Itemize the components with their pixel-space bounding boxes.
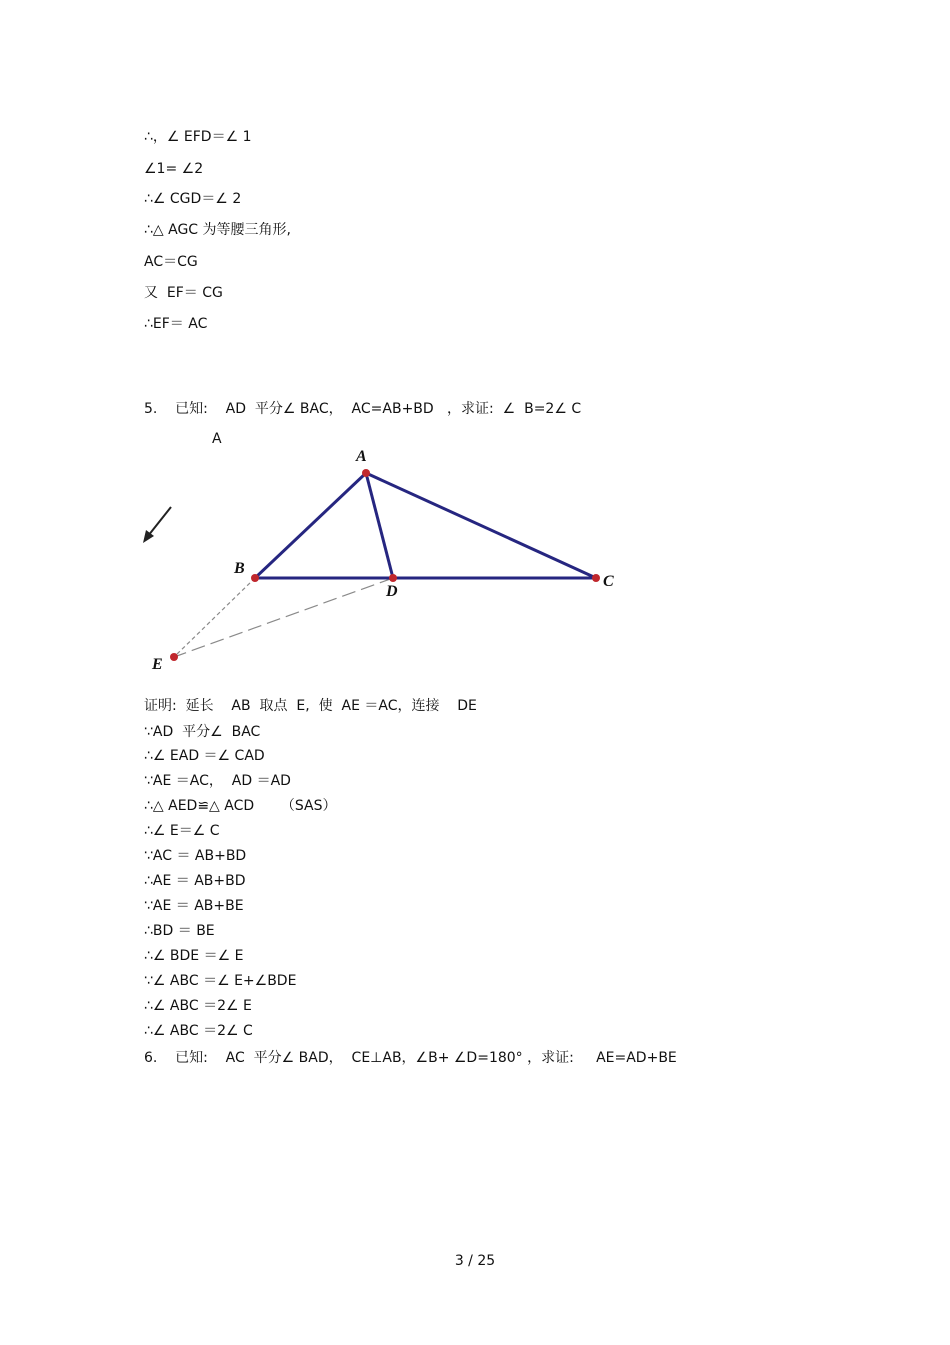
proof-line: ∵AE ＝ AB+BE xyxy=(144,898,244,914)
proof-line: AC＝CG xyxy=(144,254,198,270)
vertex-label-e: E xyxy=(152,656,163,673)
page-number: 3 / 25 xyxy=(454,1253,496,1269)
point-b xyxy=(251,574,259,582)
segment-ad xyxy=(366,473,393,578)
problem-6-statement: 6. 已知: AC 平分∠ BAD， CE⊥AB，∠B+ ∠D=180° ，求证: AE=AD+BE xyxy=(144,1050,677,1066)
proof-line: 证明: 延长 AB 取点 E, 使 AE ＝AC，连接 DE xyxy=(144,698,477,714)
vertex-label-b: B xyxy=(234,560,245,577)
proof-line: ∴BD ＝ BE xyxy=(144,923,215,939)
proof-line: ∵AC ＝ AB+BD xyxy=(144,848,247,864)
segment-ac xyxy=(366,473,596,578)
vertex-label-d: D xyxy=(386,583,398,600)
dashed-line-de xyxy=(174,578,393,657)
proof-line: ∴EF＝ AC xyxy=(144,316,208,332)
proof-line: ∴∠ CGD＝∠ 2 xyxy=(144,191,242,207)
proof-line: ∴△ AED≌△ ACD （SAS） xyxy=(144,798,337,814)
proof-line: ∵AE ＝AC， AD ＝AD xyxy=(144,773,291,789)
proof-line: 又 EF＝ CG xyxy=(144,285,223,301)
vertex-label-c: C xyxy=(603,573,614,590)
point-d xyxy=(389,574,397,582)
proof-line: ∴，∠ EFD＝∠ 1 xyxy=(144,129,252,145)
proof-line: ∵∠ ABC ＝∠ E+∠BDE xyxy=(144,973,297,989)
arrow-icon xyxy=(143,507,171,543)
point-c xyxy=(592,574,600,582)
proof-line: ∠1= ∠2 xyxy=(144,161,204,177)
problem-5-statement: 5. 已知: AD 平分∠ BAC， AC=AB+BD ，求证: ∠ B=2∠ C xyxy=(144,401,582,417)
proof-line: ∴∠ BDE ＝∠ E xyxy=(144,948,244,964)
stray-label-a: A xyxy=(212,431,222,447)
proof-line: ∴∠ ABC ＝2∠ C xyxy=(144,1023,253,1039)
proof-line: ∴∠ E＝∠ C xyxy=(144,823,220,839)
proof-line: ∴△ AGC 为等腰三角形, xyxy=(144,222,291,238)
proof-line: ∴∠ EAD ＝∠ CAD xyxy=(144,748,265,764)
point-e xyxy=(170,653,178,661)
dashed-line-be xyxy=(174,578,255,657)
proof-line: ∴AE ＝ AB+BD xyxy=(144,873,246,889)
segment-ab xyxy=(255,473,366,578)
proof-line: ∵AD 平分∠ BAC xyxy=(144,724,261,740)
vertex-label-a: A xyxy=(356,448,367,465)
point-a xyxy=(362,469,370,477)
proof-line: ∴∠ ABC ＝2∠ E xyxy=(144,998,252,1014)
